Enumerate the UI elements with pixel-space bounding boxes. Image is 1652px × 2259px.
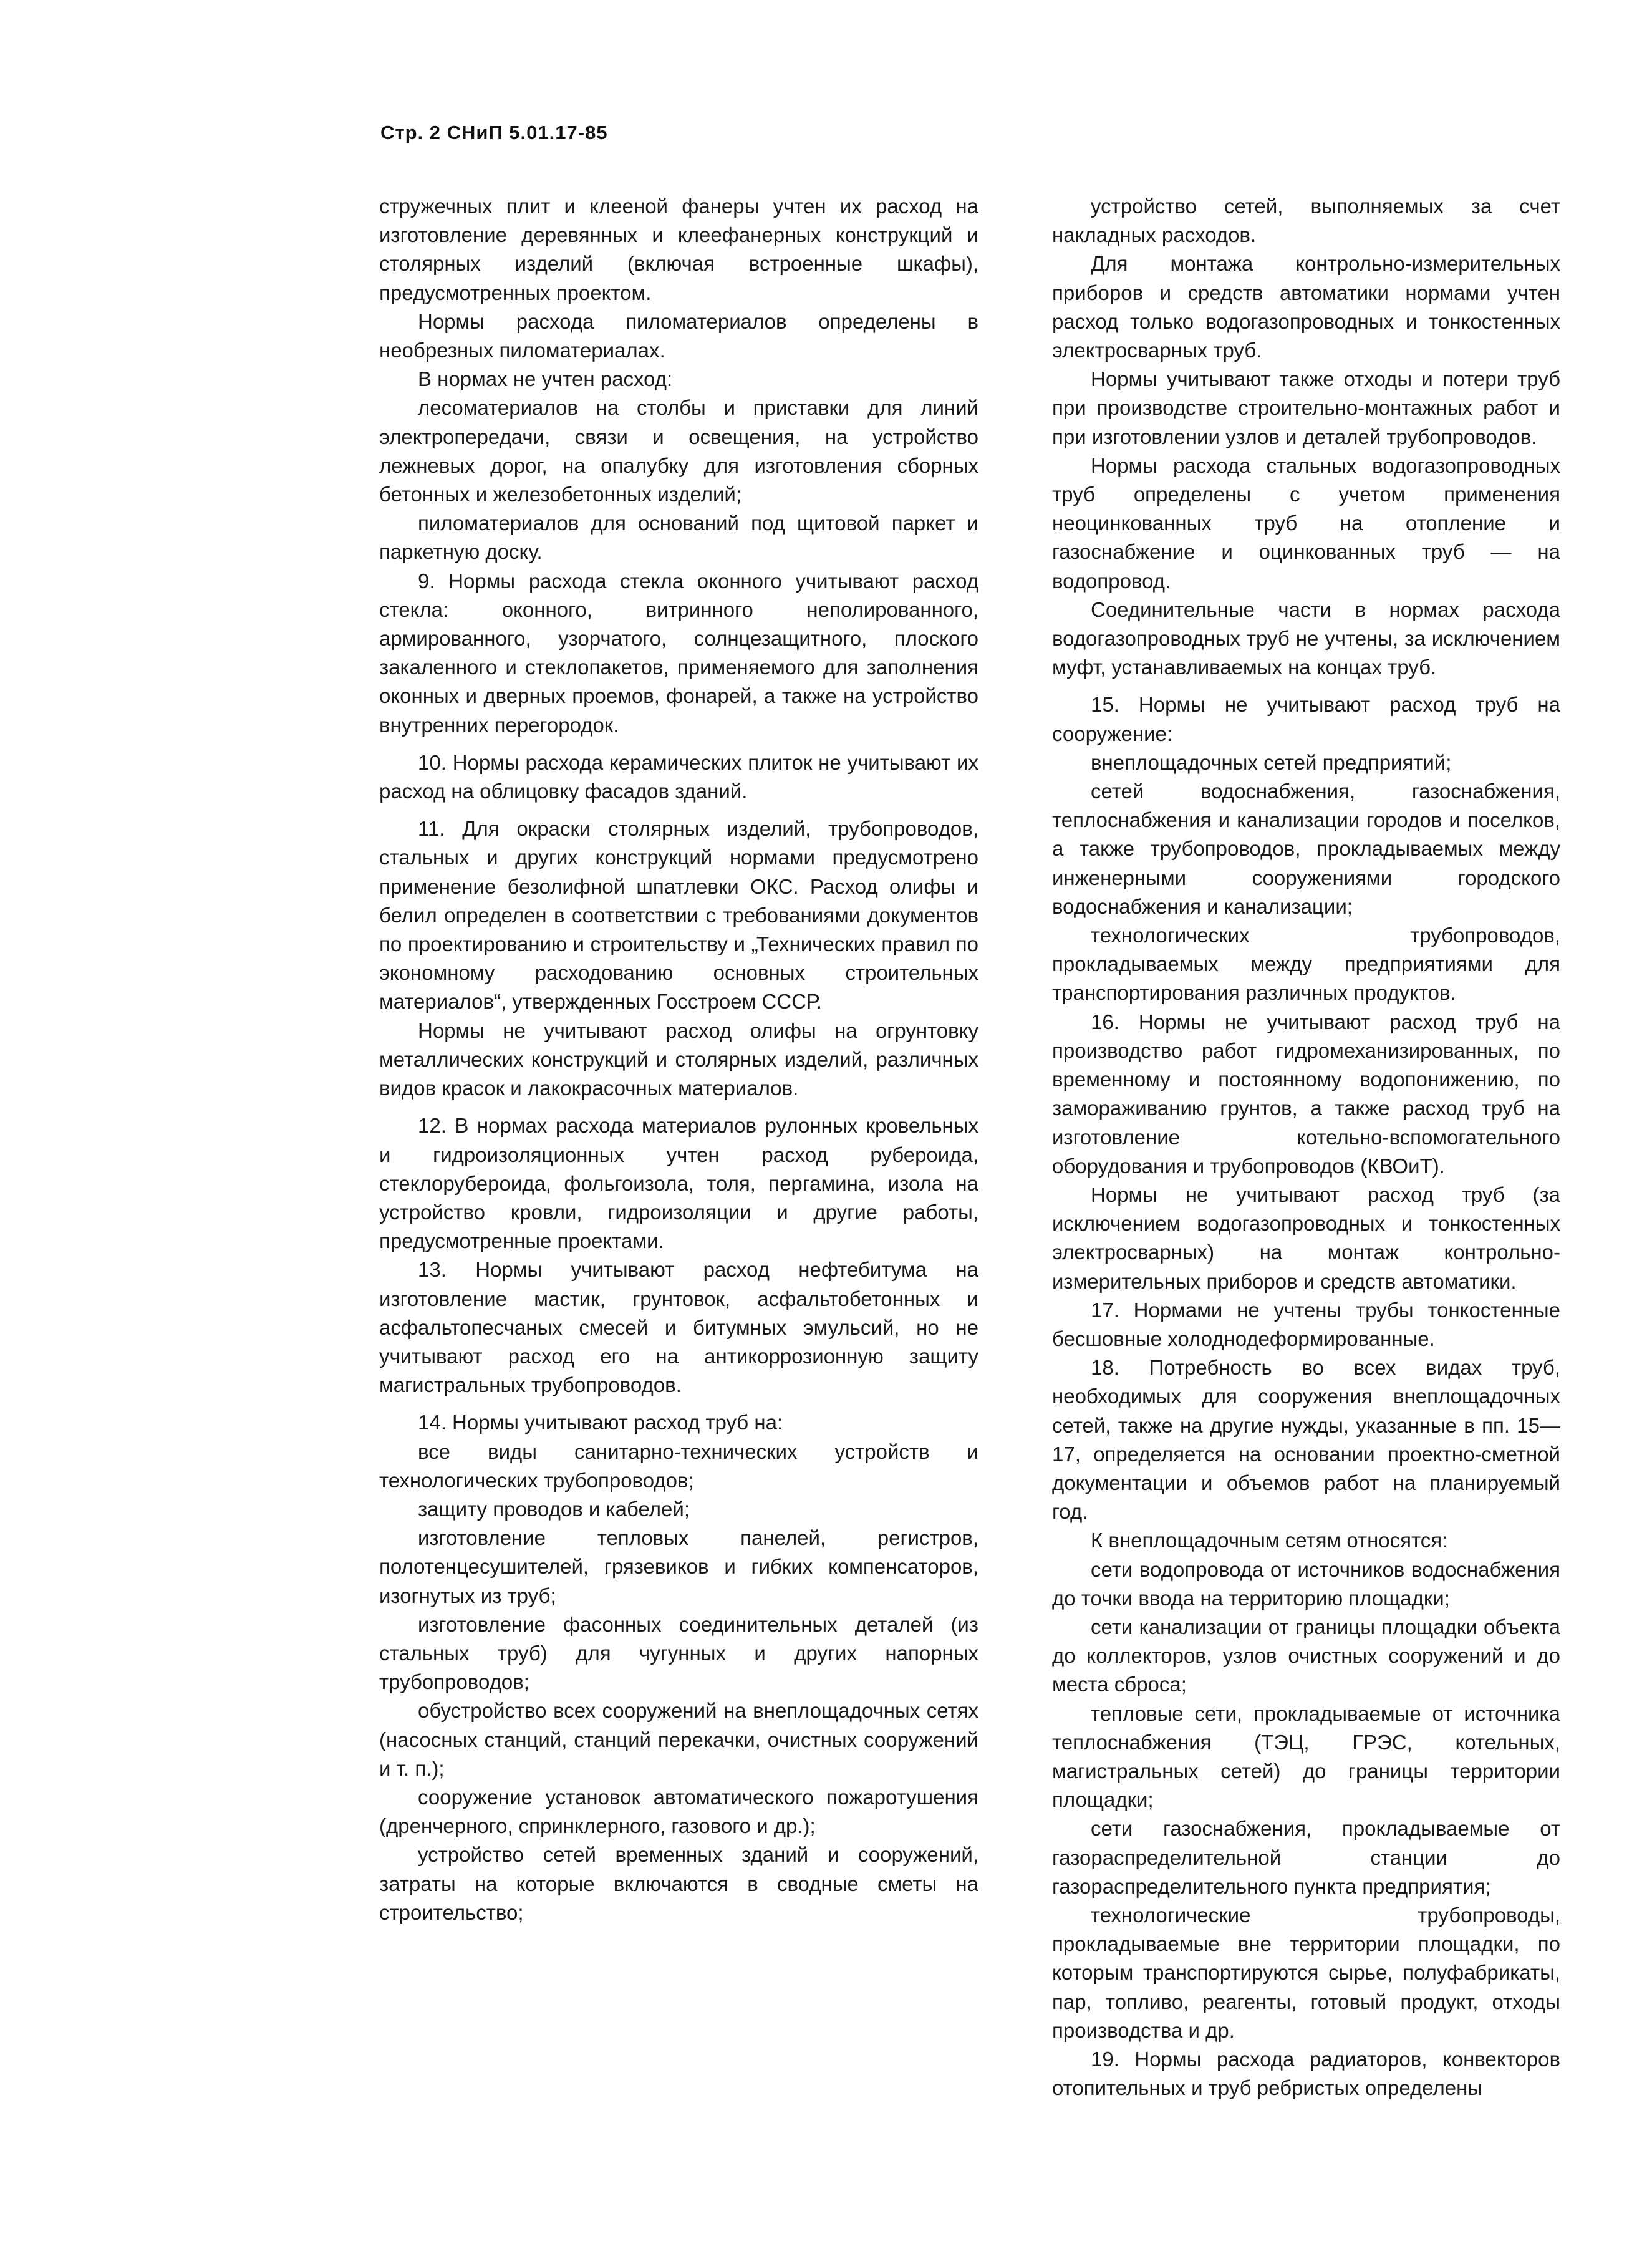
paragraph: 18. Потребность во всех видах труб, необходимых для сооружения внеплощадочных сетей, также на другие нужды, указанные в пп. 15—17, определяется на основании проектно-сметной документации и объемов работ на планируемый год. bbox=[1052, 1356, 1560, 1524]
paragraph: изготовление тепловых панелей, регистров, полотенцесушителей, грязевиков и гибких компенсаторов, изогнутых из труб; bbox=[379, 1526, 978, 1607]
paragraph: Соединительные части в нормах расхода водогазопроводных труб не учтены, за исключением муфт, устанавливаемых на концах труб. bbox=[1052, 597, 1560, 679]
paragraph: устройство сетей временных зданий и сооружений, затраты на которые включаются в сводные сметы на строительство; bbox=[379, 1843, 978, 1924]
paragraph: сети водопровода от источников водоснабжения до точки ввода на территорию площадки; bbox=[1052, 1557, 1560, 1610]
paragraph: К внеплощадочным сетям относятся: bbox=[1091, 1529, 1448, 1552]
paragraph: 10. Нормы расхода керамических плиток не учитывают их расход на облицовку фасадов зданий. bbox=[379, 750, 978, 803]
paragraph: В нормах не учтен расход: bbox=[418, 367, 673, 391]
page-header: Стр. 2 СНиП 5.01.17-85 bbox=[380, 122, 608, 143]
paragraph: 19. Нормы расхода радиаторов, конвекторов отопительных и труб ребристых определены bbox=[1052, 2048, 1560, 2100]
paragraph: внеплощадочных сетей предприятий; bbox=[1091, 750, 1452, 774]
paragraph: защиту проводов и кабелей; bbox=[418, 1497, 690, 1521]
paragraph: Нормы расхода стальных водогазопроводных труб определены с учетом применения неоцинкованных труб на отопление и газоснабжение и оцинкованных труб — на водопровод. bbox=[1052, 453, 1560, 593]
paragraph: 12. В нормах расхода материалов рулонных кровельных и гидроизоляционных учтен расход рубероида, стеклорубероида, фольгоизола, толя, пергамина, изола на устройство кровли, гидроизоляции и другие работы, предусмотренные проектами. bbox=[379, 1114, 978, 1253]
paragraph: 15. Нормы не учитывают расход труб на сооружение: bbox=[1052, 693, 1560, 745]
paragraph: сети газоснабжения, прокладываемые от газораспределительной станции до газораспределительного пункта предприятия; bbox=[1052, 1817, 1560, 1898]
paragraph: 11. Для окраски столярных изделий, трубопроводов, стальных и других конструкций нормами предусмотрено применение безолифной шпатлевки ОКС. Расход олифы и белил определен в соответствии с требованиями документов по проектированию и строительству и „Технических правил по экономному расходованию основных строительных материалов“, утвержденных Госстроем СССР. bbox=[379, 817, 978, 1013]
paragraph: 16. Нормы не учитывают расход труб на производство работ гидромеханизированных, по временному и постоянному водопонижению, по замораживанию грунтов, а также расход труб на изготовление котельно-вспомогательного оборудования и трубопроводов (КВОиТ). bbox=[1052, 1010, 1560, 1178]
paragraph: сетей водоснабжения, газоснабжения, теплоснабжения и канализации городов и поселков, а также трубопроводов, прокладываемых между инженерными сооружениями городского водоснабжения и канализации; bbox=[1052, 780, 1560, 918]
paragraph: технологические трубопроводы, прокладываемые вне территории площадки, по которым транспортируются сырье, полуфабрикаты, пар, топливо, реагенты, готовый продукт, отходы производства и др. bbox=[1052, 1903, 1560, 2042]
paragraph: 13. Нормы учитывают расход нефтебитума на изготовление мастик, грунтовок, асфальтобетонных и асфальтопесчаных смесей и битумных эмульсий, но не учитывают расход его на антикоррозионную защиту магистральных трубопроводов. bbox=[379, 1258, 978, 1397]
paragraph: 9. Нормы расхода стекла оконного учитывают расход стекла: оконного, витринного неполированного, армированного, узорчатого, солнцезащитного, плоского закаленного и стеклопакетов, применяемого для заполнения оконных и дверных проемов, фонарей, а также на устройство внутренних перегородок. bbox=[379, 569, 978, 737]
paragraph: тепловые сети, прокладываемые от источника теплоснабжения (ТЭЦ, ГРЭС, котельных, магистральных сетей) до границы территории площадки; bbox=[1052, 1701, 1560, 1812]
paragraph: сооружение установок автоматического пожаротушения (дренчерного, спринклерного, газового и др.); bbox=[379, 1785, 978, 1838]
paragraph: 17. Нормами не учтены трубы тонкостенные бесшовные холоднодеформированные. bbox=[1052, 1298, 1560, 1350]
paragraph: Для монтажа контрольно-измерительных приборов и средств автоматики нормами учтен расход только водогазопроводных и тонкостенных электросварных труб. bbox=[1052, 252, 1560, 362]
paragraph: стружечных плит и клееной фанеры учтен их расход на изготовление деревянных и клеефанерных конструкций и столярных изделий (включая встроенные шкафы), предусмотренных проектом. bbox=[379, 195, 978, 304]
paragraph: устройство сетей, выполняемых за счет накладных расходов. bbox=[1052, 195, 1560, 247]
paragraph: изготовление фасонных соединительных деталей (из стальных труб) для чугунных и других напорных трубопроводов; bbox=[379, 1612, 978, 1694]
paragraph: Нормы учитывают также отходы и потери труб при производстве строительно-монтажных работ и при изготовлении узлов и деталей трубопроводов. bbox=[1052, 367, 1560, 448]
right-column bbox=[1052, 192, 1560, 2102]
paragraph: Нормы не учитывают расход труб (за исключением водогазопроводных и тонкостенных электросварных) на монтаж контрольно-измерительных приборов и средств автоматики. bbox=[1052, 1183, 1560, 1293]
paragraph: обустройство всех сооружений на внеплощадочных сетях (насосных станций, станций перекачки, очистных сооружений и т. п.); bbox=[379, 1699, 978, 1780]
paragraph: технологических трубопроводов, прокладываемых между предприятиями для транспортирования различных продуктов. bbox=[1052, 924, 1560, 1005]
paragraph: Нормы не учитывают расход олифы на огрунтовку металлических конструкций и столярных изделий, различных видов красок и лакокрасочных материалов. bbox=[379, 1018, 978, 1100]
paragraph: 14. Нормы учитывают расход труб на: bbox=[418, 1411, 783, 1434]
paragraph: Нормы расхода пиломатериалов определены в необрезных пиломатериалах. bbox=[379, 309, 978, 362]
left-column bbox=[379, 192, 978, 1927]
paragraph: лесоматериалов на столбы и приставки для линий электропередачи, связи и освещения, на устройство лежневых дорог, на опалубку для изготовления сборных бетонных и железобетонных изделий; bbox=[379, 396, 978, 506]
paragraph: пиломатериалов для оснований под щитовой паркет и паркетную доску. bbox=[379, 511, 978, 564]
paragraph: сети канализации от границы площадки объекта до коллекторов, узлов очистных сооружений и до места сброса; bbox=[1052, 1615, 1560, 1696]
paragraph: все виды санитарно-технических устройств и технологических трубопроводов; bbox=[379, 1439, 978, 1492]
